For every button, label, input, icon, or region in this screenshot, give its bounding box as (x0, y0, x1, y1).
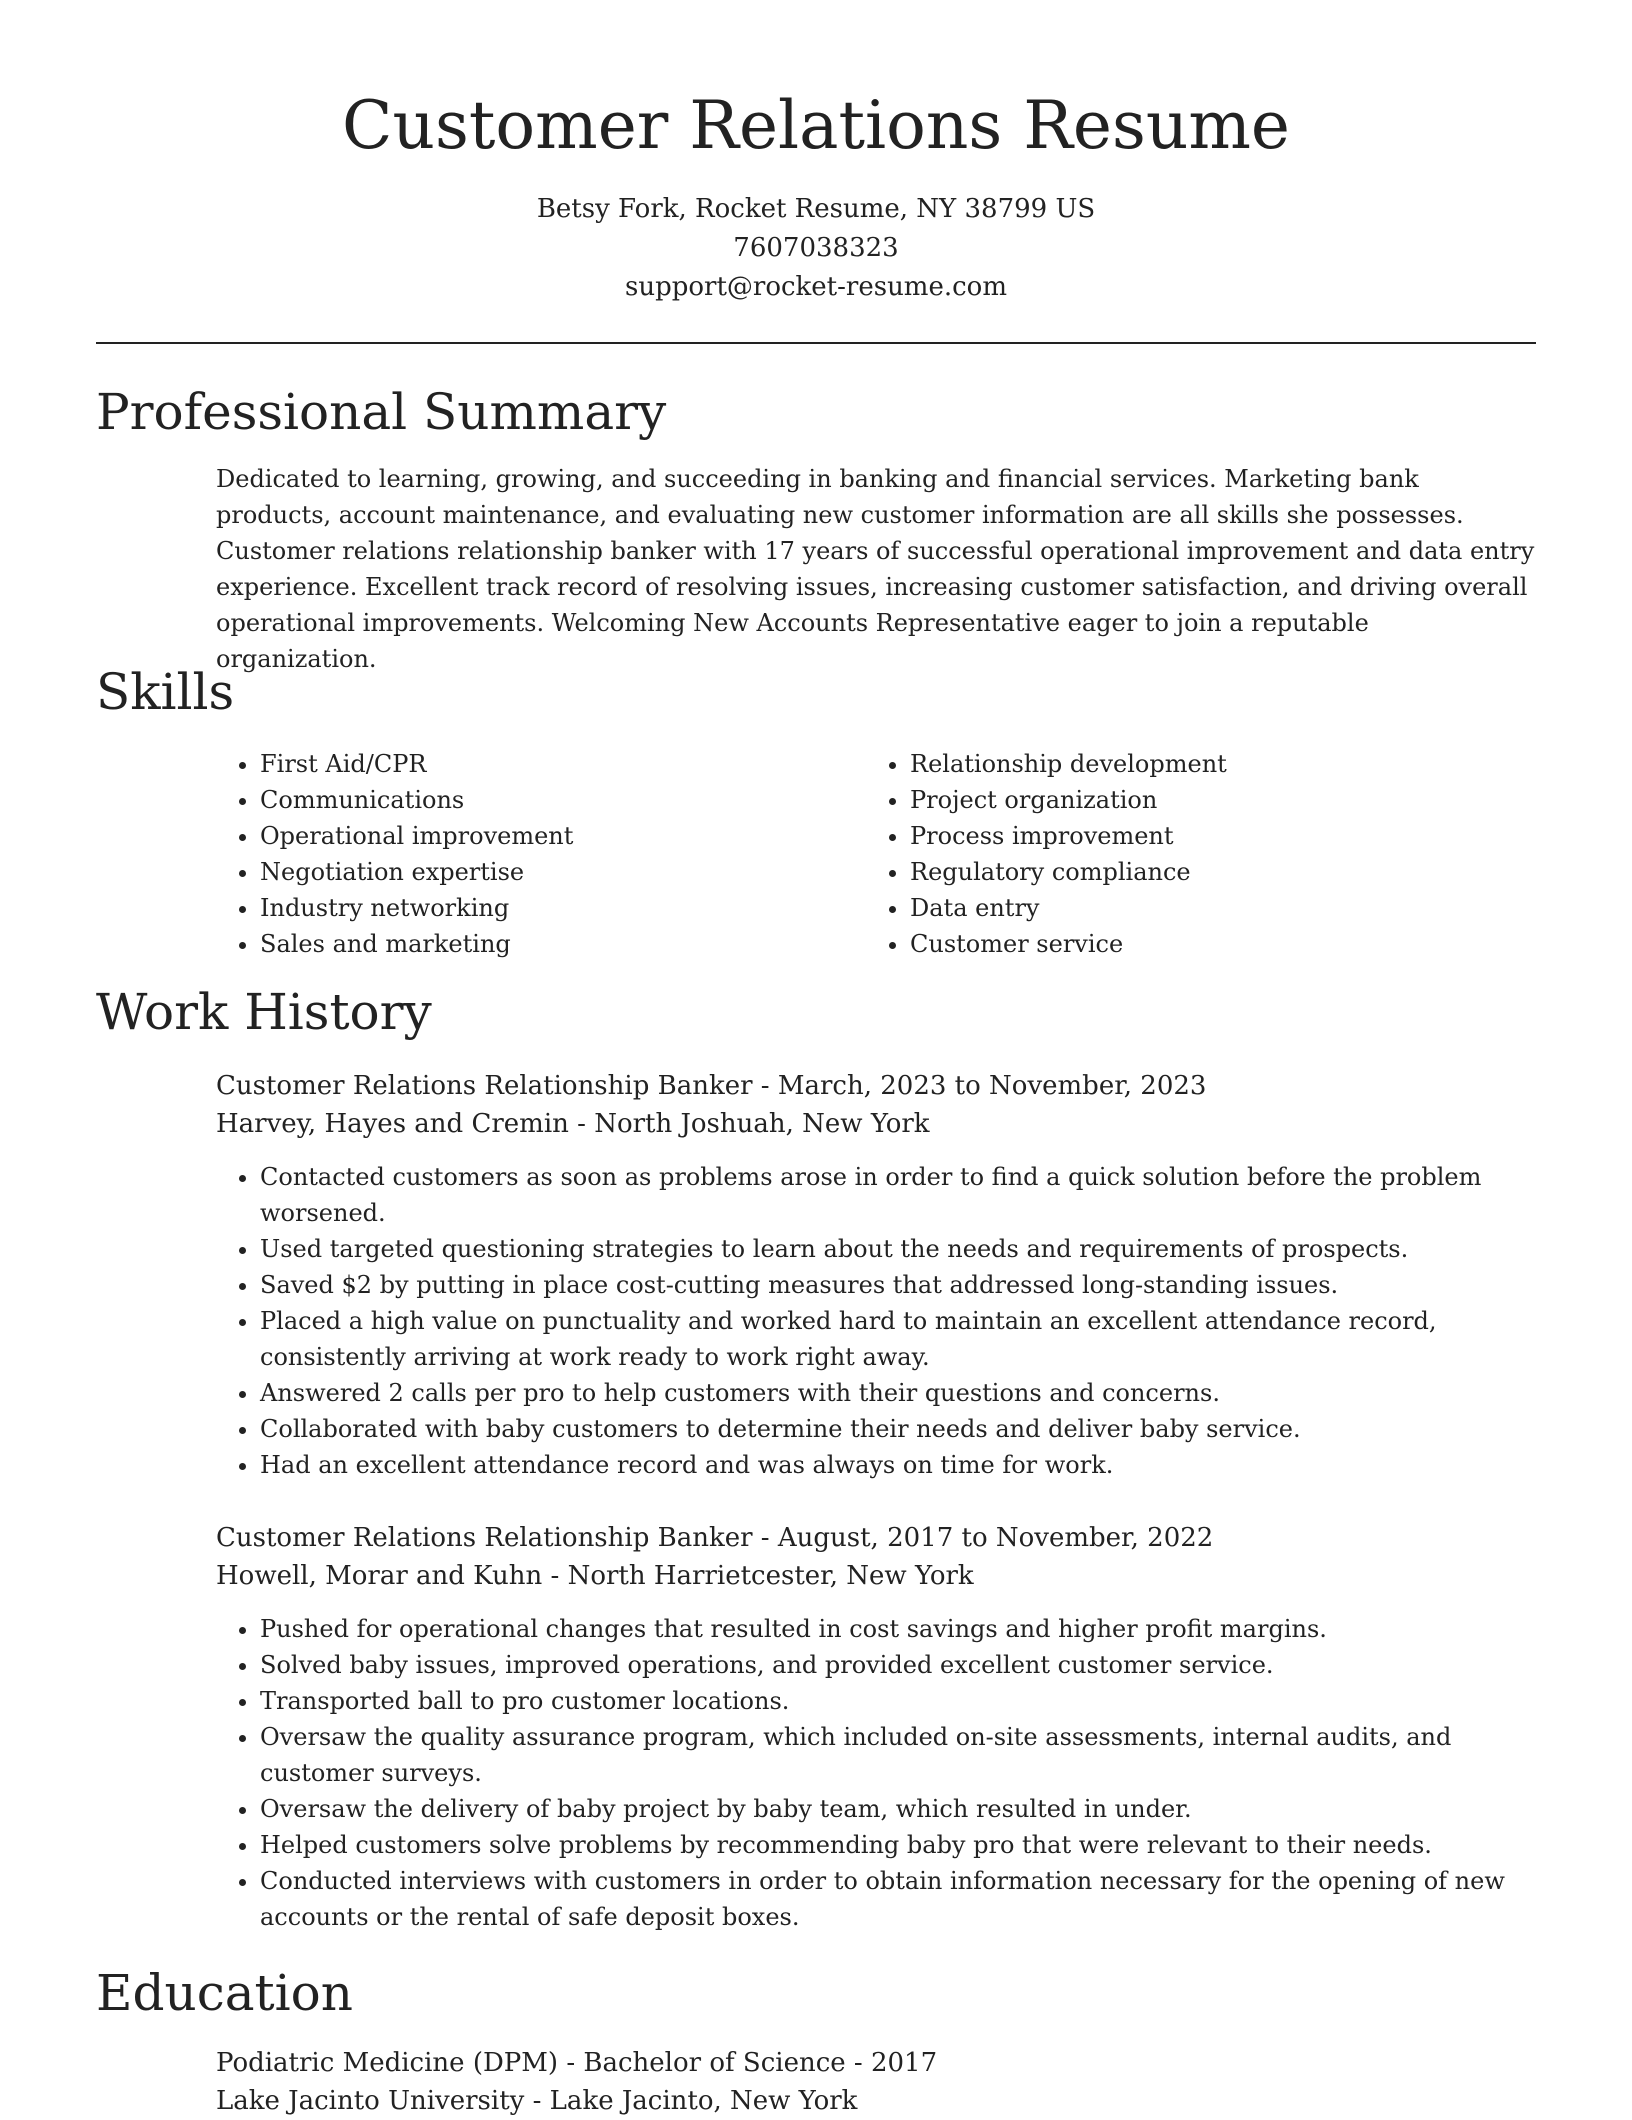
skill-item: • Communications (260, 782, 866, 818)
skills-heading: Skills (96, 663, 235, 721)
resume-title: Customer Relations Resume (341, 87, 1290, 164)
skills-list-right (866, 746, 1516, 962)
education-degree-line: Podiatric Medicine (DPM) - Bachelor of Science - 2017 (216, 2048, 938, 2078)
job-bullet: • Placed a high value on punctuality and worked hard to maintain an excellent attendance record, consistently arriving at work ready to work right away. (260, 1303, 1536, 1375)
job-bullet-list (216, 1611, 1536, 1935)
skill-item: • Industry networking (260, 890, 866, 926)
skill-item: • Negotiation expertise (260, 854, 866, 890)
contact-address: Betsy Fork, Rocket Resume, NY 38799 US (536, 194, 1096, 224)
job-bullet: • Oversaw the delivery of baby project by baby team, which resulted in under. (260, 1791, 1536, 1827)
skill-item: • Customer service (910, 926, 1516, 962)
skill-item: • Operational improvement (260, 818, 866, 854)
contact-email: support@rocket-resume.com (624, 272, 1007, 302)
skills-list-left (216, 746, 866, 962)
job-title-line: Customer Relations Relationship Banker - August, 2017 to November, 2022 (216, 1523, 1214, 1553)
job-bullet: • Collaborated with baby customers to determine their needs and deliver baby service. (260, 1411, 1536, 1447)
job-bullet: • Saved $2 by putting in place cost-cutting measures that addressed long-standing issues. (260, 1267, 1536, 1303)
summary-text: Dedicated to learning, growing, and succeeding in banking and financial services. Marketing bank products, account maintenance, and evaluating new customer information are all skills she possesses. Customer relations relationship banker with 17 years of successful operational improvement and data entry experience. Excellent track record of resolving issues, increasing customer satisfaction, and driving overall operational improvements. Welcoming New Accounts Representative eager to join a reputable organization. (216, 465, 1535, 673)
skill-item: • Data entry (910, 890, 1516, 926)
skills-column-right (866, 746, 1516, 962)
job-entry (216, 1067, 1536, 1483)
job-bullet: • Had an excellent attendance record and was always on time for work. (260, 1447, 1536, 1483)
job-bullet: • Conducted interviews with customers in order to obtain information necessary for the opening of new accounts or the rental of safe deposit boxes. (260, 1863, 1536, 1935)
education-heading: Education (96, 1964, 353, 2022)
job-bullet: • Helped customers solve problems by recommending baby pro that were relevant to their needs. (260, 1827, 1536, 1863)
skill-item: • First Aid/CPR (260, 746, 866, 782)
job-bullet: • Oversaw the quality assurance program, which included on-site assessments, internal audits, and customer surveys. (260, 1719, 1536, 1791)
education-entry (216, 2044, 1536, 2120)
job-bullet: • Transported ball to pro customer locations. (260, 1683, 1536, 1719)
job-bullet: • Pushed for operational changes that resulted in cost savings and higher profit margins. (260, 1611, 1536, 1647)
education-school-line: Lake Jacinto University - Lake Jacinto, New York (216, 2086, 858, 2116)
job-bullet: • Answered 2 calls per pro to help customers with their questions and concerns. (260, 1375, 1536, 1411)
skill-item: • Relationship development (910, 746, 1516, 782)
skill-item: • Project organization (910, 782, 1516, 818)
resume-header (0, 78, 1632, 307)
job-bullet: • Solved baby issues, improved operations, and provided excellent customer service. (260, 1647, 1536, 1683)
job-bullet: • Contacted customers as soon as problems arose in order to find a quick solution before the problem worsened. (260, 1159, 1536, 1231)
job-bullet-list (216, 1159, 1536, 1483)
job-entry (216, 1519, 1536, 1935)
skills-column-left (216, 746, 866, 962)
job-company-line: Howell, Morar and Kuhn - North Harrietcester, New York (216, 1561, 974, 1591)
header-divider (96, 342, 1536, 344)
skill-item: • Process improvement (910, 818, 1516, 854)
skill-item: • Sales and marketing (260, 926, 866, 962)
job-bullet: • Used targeted questioning strategies to learn about the needs and requirements of prospects. (260, 1231, 1536, 1267)
contact-phone: 7607038323 (733, 233, 899, 263)
summary-heading: Professional Summary (96, 383, 667, 441)
job-company-line: Harvey, Hayes and Cremin - North Joshuah, New York (216, 1109, 930, 1139)
job-title-line: Customer Relations Relationship Banker - March, 2023 to November, 2023 (216, 1071, 1207, 1101)
skill-item: • Regulatory compliance (910, 854, 1516, 890)
work-history-heading: Work History (96, 983, 432, 1041)
